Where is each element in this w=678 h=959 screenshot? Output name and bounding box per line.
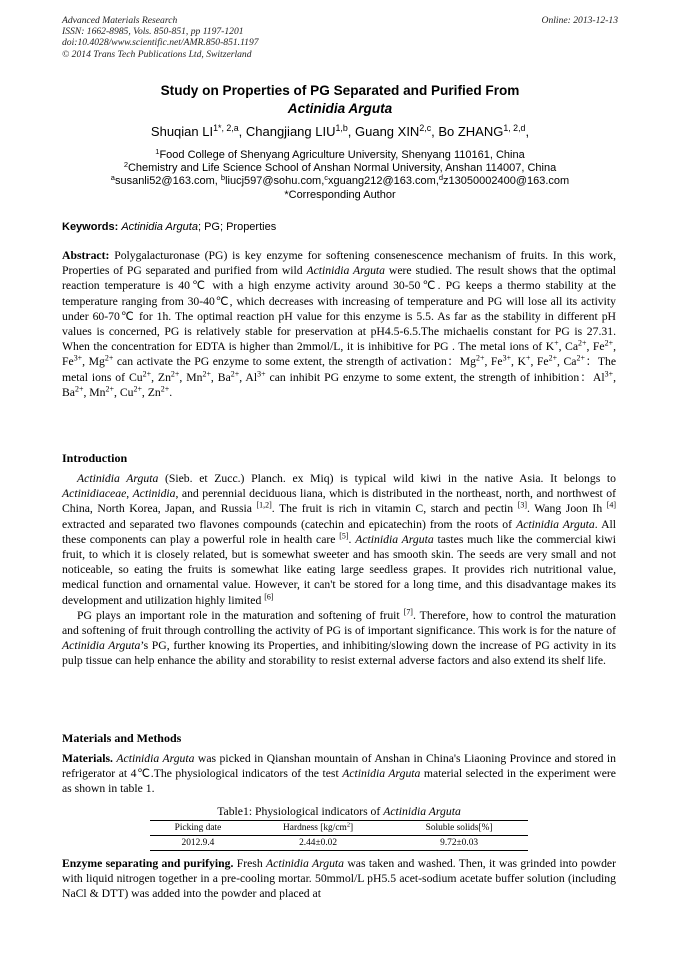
citation: [5] (339, 531, 349, 541)
email: z13050002400@163.com (443, 175, 570, 188)
citation: [1,2] (256, 501, 272, 511)
corresponding-author: *Corresponding Author (284, 188, 396, 201)
caption-species: Actinidia Arguta (383, 805, 461, 818)
author-list: Shuqian $LI^{1*, 2,a}$, Changjiang LIU$^{1,b}$, Guang XIN$^{2,c}$, Bo ZHANG$^{1, 2,d}$, (150, 123, 530, 139)
abstract-text: , Zn (151, 370, 171, 384)
abstract-text: . (169, 385, 173, 399)
ion-charge: 3+ (604, 369, 614, 379)
email-line (62, 175, 618, 188)
abstract-text: , Fe (484, 355, 503, 369)
citation: [7] (403, 607, 413, 617)
doi-line: doi:10.4028/www.scientific.net/AMR.850-851.1197 (62, 37, 259, 49)
ion-charge: 2+ (578, 338, 587, 348)
text: . The fruit is rich in vitamin C, starch and pectin (271, 502, 518, 516)
species-name: Actinidia Arguta (77, 472, 159, 485)
abstract-text: can activate the PG enzyme to some extent, the strength of activation：Mg (113, 355, 476, 369)
table-header-row (150, 821, 528, 836)
subsection-label: Materials. (62, 752, 113, 765)
text: was picked in Qianshan mountain of Anshan in China's Liaoning Province and stored in refrigerator at 4℃.The physiological indicators of the test (62, 752, 616, 781)
affil-mark: 1 (155, 146, 160, 156)
abstract-text: , Ca (557, 355, 577, 369)
table-cell: 2012.9.4 (181, 838, 215, 848)
unit-exponent: 2 (346, 821, 350, 829)
ion-charge: + (525, 354, 531, 364)
subsection-label: Enzyme separating and purifying. (62, 857, 234, 870)
affiliation-1 (62, 146, 618, 162)
ion-charge: 2+ (548, 354, 558, 364)
ion-charge: + (554, 338, 559, 348)
text: was taken and washed. Then, it was grinded into powder with liquid nitrogen together in a pre-cooling mortar. 50mmol/L pH5.5 acet-sodium acetate buffer solution (including NaCl & DTT) was added into the powder and placed at (62, 857, 616, 901)
ion-charge: 2+ (133, 384, 142, 394)
abstract-text: , Ca (558, 340, 579, 354)
email: xguang212@163.com, (328, 175, 439, 188)
species-name: Actinidia Arguta (516, 517, 595, 531)
species-name: Actinidia Arguta (116, 752, 195, 765)
text: extracted and separated two flavones compounds (catechin and epicatechin) from the roots of (62, 517, 517, 531)
ion-charge: 3+ (257, 369, 266, 379)
abstract-text: , Fe (586, 340, 605, 354)
author-affil-mark: 2,c (419, 123, 432, 134)
abstract-text: , Mn (83, 385, 106, 399)
table-cell: 2.44±0.02 (299, 838, 338, 848)
email-mark: d (438, 173, 444, 183)
paper-title (62, 82, 618, 118)
materials-paragraph (62, 751, 616, 797)
text: . Wang Joon Ih (526, 502, 607, 516)
paragraph (62, 608, 616, 669)
title-line-1: Study on Properties of PG Separated and Purified From (160, 83, 520, 98)
author-name: Changjiang LIU (245, 124, 336, 139)
abstract-text: , Mn (179, 370, 203, 384)
ion-charge: 2+ (230, 369, 240, 379)
column-header: Picking date (174, 823, 222, 833)
issn-line: ISSN: 1662-8985, Vols. 850-851, pp 1197-1201 (62, 26, 244, 38)
text: (Sieb. et Zucc.) Planch. ex Miq) is typical wild kiwi in the native Asia. It belongs to (158, 472, 616, 485)
ion-charge: 2+ (142, 369, 152, 379)
keyword: Actinidia Arguta (121, 221, 198, 233)
abstract-text: , Ba (210, 370, 231, 384)
text: Fresh (233, 857, 267, 870)
journal-header (62, 15, 618, 60)
abstract-text: , K (511, 355, 526, 369)
text: , and perennial deciduous liana, which is distributed in the northeast, north, and northwest of China, North Korea, Japan, and Russia (62, 487, 616, 516)
email-mark: c (324, 173, 329, 183)
citation: [4] (606, 501, 616, 511)
species-name: Actinidia Arguta (355, 532, 434, 546)
ion-charge: 2+ (475, 354, 485, 364)
paragraph (62, 471, 616, 608)
online-date: Online: 2013-12-13 (541, 15, 618, 26)
text: . All these components can play a powerful role in health care (62, 517, 617, 546)
text: tastes much like the commercial kiwi fruit, to which it is closely related, but is somewhat sweeter and has smooth skin. The seeds are very small and not noticeable, so eating the fruits is somewhat like eating large seedless grapes. It provides rich nutritional value, medical function and ornamental value. However, it can't be stored for a long time, and this disadvantage makes its development and utilization highly limited (62, 532, 616, 607)
species-name: Actinidia Arguta (306, 264, 386, 278)
keywords-label: Keywords: (62, 221, 119, 233)
table-row (150, 836, 528, 851)
data-table (150, 820, 528, 851)
species-name: Actinidia Arguta (62, 639, 141, 653)
text: PG plays an important role in the maturation and softening of fruit (77, 608, 404, 622)
email-mark: a (110, 173, 115, 183)
enzyme-paragraph (62, 856, 616, 902)
author-affil-mark: 1,b (335, 123, 348, 134)
text: . (348, 532, 356, 546)
abstract (62, 248, 616, 400)
abstract-text: were studied. The result shows that the optimal reaction temperature is 40℃ with a high enzyme activity around 30-50℃. PG keeps a thermo stability at the temperature ranging from 30-40℃, which decreases with increasing of temperature and PG will lose all its activity under 60-70℃ for 1h. The optimal reaction pH value for this enzyme is 5.5. As far as the stability in different pH values is concerned, PG is relatively stable for preservation at pH4.5-6.5.The michaelis constant for PG is 27.31. When the concentration for EDTA is higher than 2mmol/L, it is inhibitive for PG . The metal ions of K (62, 264, 617, 354)
ion-charge: 2+ (576, 354, 585, 364)
affiliation-2 (62, 162, 618, 175)
email-mark: b (220, 173, 226, 183)
text: . Therefore, how to control the maturation and softening of fruit through controlling the activity of PG is of important significance. This work is for the nature of (62, 608, 616, 638)
text: , (126, 487, 133, 501)
keywords-rest: ; PG; Properties (197, 221, 277, 233)
citation: [3] (517, 501, 527, 511)
ion-charge: 2+ (104, 354, 114, 364)
header-text: ] (350, 823, 354, 833)
table-cell: 9.72±0.03 (440, 838, 479, 848)
abstract-text: , Zn (141, 385, 161, 399)
ion-charge: 2+ (170, 369, 180, 379)
citation: [6] (264, 592, 274, 602)
header-text: Hardness [kg/cm (283, 823, 347, 833)
ion-charge: 2+ (604, 338, 614, 348)
journal-name: Advanced Materials Research (62, 15, 178, 26)
section-heading-methods: Materials and Methods (62, 731, 182, 745)
author-affil-mark: 1, 2,d (503, 123, 526, 134)
affil-text: Chemistry and Life Science School of Anshan Normal University, Anshan 114007, China (127, 162, 557, 175)
affiliations (62, 146, 618, 202)
email: liucj597@sohu.com, (225, 175, 325, 188)
abstract-text: , Cu (113, 385, 134, 399)
ion-charge: 2+ (74, 384, 84, 394)
species-name: Actinidia Arguta (342, 767, 421, 781)
text: ’s PG, further knowing its Properties, and inhibiting/slowing down the increase of PG activity in its pulp tissue can help enhance the ability and storability to resist external adverse factors and also extend its shelf life. (62, 639, 617, 668)
abstract-text: can inhibit PG enzyme to some extent, the strength of inhibition：Al (265, 370, 605, 384)
author-affil-mark: 1*, 2,a (213, 123, 239, 134)
email: susanli52@163.com, (114, 175, 221, 188)
abstract-text: , Fe (62, 340, 616, 369)
ion-charge: 3+ (73, 354, 83, 364)
ion-charge: 3+ (502, 354, 512, 364)
abstract-text: ：The metal ions of Cu (62, 355, 617, 384)
author-name: Bo ZHANG (438, 124, 504, 139)
abstract-text: , Ba (62, 370, 616, 399)
title-line-2: Actinidia Arguta (287, 101, 393, 116)
ion-charge: 2+ (105, 384, 114, 394)
abstract-text: , Mg (82, 355, 105, 369)
table-1 (150, 805, 528, 851)
section-heading-introduction: Introduction (62, 451, 128, 465)
affil-text: Food College of Shenyang Agriculture University, Shenyang 110161, China (159, 149, 525, 161)
genus-name: Actinidia (132, 487, 176, 501)
affil-mark: 2 (123, 160, 128, 170)
author-name: Guang XIN (355, 124, 420, 139)
family-name: Actinidiaceae (62, 487, 127, 501)
ion-charge: 2+ (202, 369, 211, 379)
species-name: Actinidia Arguta (266, 857, 345, 870)
copyright-line: © 2014 Trans Tech Publications Ltd, Switzerland (62, 48, 252, 60)
table-caption (150, 805, 528, 819)
keywords (62, 220, 618, 234)
abstract-label: Abstract: (62, 249, 110, 262)
ion-charge: 2+ (160, 384, 170, 394)
column-header: Soluble solids[%] (425, 823, 493, 833)
author-name: Shuqian LI (150, 124, 214, 139)
column-header (246, 821, 390, 836)
introduction-body (62, 471, 616, 669)
abstract-text: Polygalacturonase (PG) is key enzyme for softening consenescence mechanism of fruits. In this work, Properties of PG separated and purified from wild (62, 249, 616, 278)
abstract-text: , Fe (530, 355, 549, 369)
abstract-text: , Al (239, 370, 258, 384)
text: material selected in the experiment were as shown in table 1. (62, 767, 616, 796)
caption-text: Table1: Physiological indicators of (217, 805, 384, 818)
